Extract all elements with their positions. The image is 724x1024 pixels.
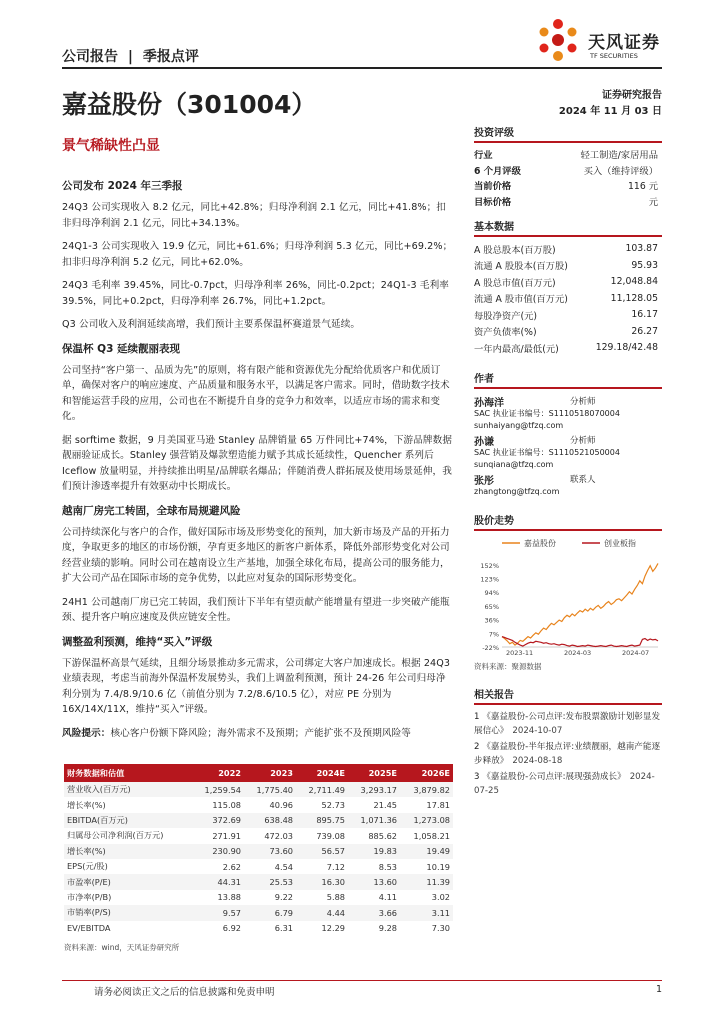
table-cell: 13.88 [217,892,241,903]
basic-value: 129.18/42.48 [595,342,658,354]
category-label: 公司报告 [62,49,118,65]
price-chart [474,535,662,655]
table-header-cell: 2024E [296,764,348,782]
table-cell: 4.54 [274,861,293,872]
table-cell: 739.08 [316,830,345,841]
section-title-cup: 保温杯 Q3 延续靓丽表现 [62,342,181,355]
table-cell: 9.57 [192,905,244,920]
table-cell: 73.60 [244,844,296,859]
y-tick-label: 94% [484,588,499,597]
footer-rule [62,980,662,981]
table-cell: 6.92 [222,923,241,934]
author-block [474,370,662,500]
author-email[interactable]: zhangtong@tfzq.com [474,486,560,496]
author-entry [474,434,662,471]
basic-key: 流通 A 股股本(百万股) [474,261,568,273]
brand-flower-icon [534,16,582,64]
x-tick-label: 2024-07 [622,648,650,655]
basic-key: 资产负债率(%) [474,327,537,339]
rating-value: 116 元 [628,181,658,193]
author-entry [474,395,662,432]
table-cell: 19.83 [348,844,400,859]
basic-rule [474,235,662,237]
author-title: 作者 [474,374,494,385]
related-report-date: 2024-07-25 [474,771,655,796]
risk-paragraph [62,726,454,742]
table-cell: 4.11 [378,892,397,903]
paragraph: 24Q3 公司实现收入 8.2 亿元，同比+42.8%；归母净利润 2.1 亿元，同比+41.8%；扣非归母净利润 2.1 亿元，同比+34.13%。 [62,202,447,229]
basic-key: A 股总股本(百万股) [474,244,556,256]
related-report[interactable] [474,770,662,799]
table-cell: 638.48 [244,813,296,828]
table-header-cell: 2025E [348,764,400,782]
table-cell: 44.31 [192,874,244,889]
table-cell: 7.30 [431,923,450,934]
stock-code: （301004） [162,90,317,119]
table-cell: 3.11 [400,905,453,920]
basic-value: 11,128.05 [610,292,658,304]
rating-key: 6 个月评级 [474,165,521,177]
table-cell: 增长率(%) [64,844,192,859]
table-cell: 10.19 [426,861,450,872]
author-cert: SAC 执业证书编号：S1110518070004 [474,408,620,418]
related-report[interactable] [474,710,662,739]
report-type: 证券研究报告 [602,90,662,101]
table-cell: 2,711.49 [296,782,348,797]
rating-value: 买入（维持评级） [583,165,658,177]
rating-row [474,178,662,194]
paragraph: 24Q1-3 公司实现收入 19.9 亿元，同比+61.6%；归母净利润 5.3 亿元，同比+69.2%；扣非归母净利润 5.2 亿元，同比+62.0%。 [62,241,453,268]
table-cell: 3,293.17 [348,782,400,797]
table-header-row [64,764,453,782]
table-cell: 13.60 [348,874,400,889]
basic-row [474,340,662,357]
author-name: 孙谦 [474,436,494,448]
header-rule [62,67,662,69]
table-cell: 营业收入(百万元) [64,782,192,797]
author-line [474,434,662,447]
brand-name-en: TF SECURITIES [590,52,638,60]
related-report-date: 2024-10-07 [512,726,563,736]
table-row [64,859,453,874]
table-cell: 归属母公司净利润(百万元) [67,830,164,841]
company-name: 嘉益股份 [62,90,163,119]
author-line [474,473,662,486]
y-tick-label: 7% [488,629,499,638]
related-report-title[interactable]: 3 《嘉益股份-公司点评:展现强劲成长》 [474,771,626,782]
rating-rule [474,141,662,143]
table-cell: 市盈率(P/E) [64,874,192,889]
table-row [64,828,453,843]
basic-row [474,241,662,258]
table-row [64,921,453,936]
table-cell: 885.62 [368,830,397,841]
y-tick-label: 36% [484,616,499,625]
table-row [64,890,453,905]
author-role: 分析师 [570,436,596,446]
paragraph: 据 sorftime 数据，9 月美国亚马逊 Stanley 品牌销量 65 万件同比+74%，下游品牌数据靓丽验证成长。Stanley 强营销及爆款塑造能力赋予其成长延续性，Quencher 系列后 Iceflow 放量明显，并持续推出明星/品牌联名爆品；伴随消费人群拓展及使用场景延伸，我们预计渗透率提升有效驱动中长期成长。 [62,434,453,492]
table-cell: 230.90 [192,844,244,859]
financial-table [64,764,453,953]
table-row [64,782,453,797]
table-cell: EPS(元/股) [67,861,108,872]
legend-label-stock: 嘉益股份 [524,538,556,548]
basic-value: 16.17 [631,309,658,321]
author-rule [474,387,662,389]
paragraph: 下游保温杯高景气延续，且细分场景推动多元需求，公司绑定大客户加速成长。根据 24Q3 业绩表现，考虑当前海外保温杯发展势头，我们上调盈利预测，预计 24-26 年公司归母净利分别为 7.4/8.9/10.6 亿（前值分别为 7.2/8.6/10.5 亿），对应 PE 分别为 16X/14X/11X，维持“买入”评级。 [62,657,451,715]
footer-disclaimer: 请务必阅读正文之后的信息披露和免责申明 [94,987,275,998]
rating-value: 元 [648,196,658,208]
related-block [474,686,662,800]
table-cell: 6.79 [244,905,296,920]
table-cell: 19.49 [400,844,453,859]
author-email[interactable]: sunhaiyang@tfzq.com [474,420,564,430]
table-cell: 1,273.08 [400,813,453,828]
brand-logo [534,16,664,64]
table-cell: 1,259.54 [192,782,244,797]
table-cell: 市净率(P/B) [67,891,112,902]
table-cell: 3,879.82 [400,782,453,797]
basic-data-block [474,218,662,356]
related-report-date: 2024-08-18 [512,756,563,766]
brand-name: 天风证券 [588,33,660,53]
table-cell: 7.12 [326,861,345,872]
basic-row [474,257,662,274]
table-cell: 25.53 [244,874,296,889]
y-tick-label: 65% [484,602,499,611]
related-report[interactable] [474,740,662,769]
rating-key: 目标价格 [474,196,512,208]
table-row [64,905,453,920]
table-row [64,813,453,828]
basic-value: 95.93 [631,259,658,271]
table-cell: 5.88 [326,892,345,903]
table-cell: 1,775.40 [244,782,296,797]
author-line [474,395,662,408]
rating-row [474,162,662,178]
rating-key: 当前价格 [474,181,512,193]
basic-key: A 股总市值(百万元) [474,277,556,289]
risk-text: 核心客户份额下降风险；海外需求不及预期；产能扩张不及预期风险等 [110,727,411,739]
legend-label-index: 创业板指 [604,538,636,548]
table-cell: 6.31 [274,923,293,934]
author-cert: SAC 执业证书编号：S1110521050004 [474,447,620,457]
series-line-index [502,636,658,646]
rating-row [474,147,662,163]
table-cell: 56.57 [296,844,348,859]
rating-block [474,124,662,209]
y-tick-label: 123% [480,574,499,583]
author-role: 联系人 [570,475,596,485]
table-cell: 增长率(%) [67,799,106,810]
paragraph: 公司坚持“客户第一、品质为先”的原则，将有限产能和资源优先分配给优质客户和优质订单，确保对客户的响应速度、产品质量和服务水平，以满足客户需求。同时，借助数字技术和智能运营手段的应用，公司也在不断提升自身的竞争力和效率，以适应市场的需求和变化。 [62,364,450,422]
section-title-forecast: 调整盈利预测，维持“买入”评级 [62,635,213,648]
y-tick-label: -22% [482,643,499,652]
table-cell: 21.45 [373,800,397,811]
author-name: 孙海洋 [474,397,504,409]
related-title: 相关报告 [474,690,514,701]
basic-value: 12,048.84 [610,276,658,288]
paragraph: 24H1 公司越南厂房已完工转固，我们预计下半年有望贡献产能增量有望进一步突破产能瓶颈、提升客户响应速度及供应链安全性。 [62,596,450,623]
basic-value: 26.27 [631,325,658,337]
basic-key: 一年内最高/最低(元) [474,343,559,355]
chart-source: 资料来源：聚源数据 [474,661,542,671]
paragraph: 24Q3 毛利率 39.45%，同比-0.7pct，归母净利率 26%，同比-0.2pct；24Q1-3 毛利率 39.5%，同比+0.2pct，归母净利率 26.7%，同比+1.2pct。 [62,280,449,307]
basic-row [474,274,662,291]
report-date: 2024 年 11 月 03 日 [558,106,662,117]
page-number: 1 [656,984,663,995]
author-email[interactable]: sunqiana@tfzq.com [474,459,554,469]
category-separator: | [127,49,133,65]
table-header-cell: 财务数据和估值 [64,764,192,782]
table-header-cell: 2022 [192,764,244,782]
table-cell: 52.73 [321,800,345,811]
paragraph: Q3 公司收入及利润延续高增，我们预计主要系保温杯赛道景气延续。 [62,319,361,330]
company-title [62,85,316,121]
table-cell: 1,058.21 [413,830,450,841]
related-report-title[interactable]: 2 《嘉益股份-半年报点评:业绩靓丽，越南产能逐步释放》 [474,741,661,766]
price-chart-block [474,512,662,672]
paragraph: 公司持续深化与客户的合作，做好国际市场及形势变化的预判，加大新市场及产品的开拓力度，争取更多的地区的市场份额，孕育更多地区的新客户新体系，降低外部形势变化对公司经营业绩的影响。同时公司在越南设立生产基地，加强全球化布局，提高公司的服务能力，扩大公司产品在国际市场的竞争优势，以此应对复杂的国际形势变化。 [62,526,450,584]
rating-value: 轻工制造/家居用品 [580,150,658,162]
related-rule [474,703,662,705]
table-cell: EBITDA(百万元) [64,813,192,828]
table-cell: 12.29 [321,923,345,934]
basic-row [474,290,662,307]
main-body [62,178,454,741]
author-role: 分析师 [570,397,596,407]
table-cell: 9.22 [274,892,293,903]
basic-value: 103.87 [625,243,658,255]
sub-category-label: 季报点评 [142,49,199,65]
table-row [64,797,453,812]
rating-key: 行业 [474,150,493,162]
table-cell: 3.66 [348,905,400,920]
table-row [64,844,453,859]
series-line-stock [502,563,658,645]
table-cell: 2.62 [222,861,241,872]
table-header-cell: 2026E [400,764,453,782]
basic-row [474,307,662,324]
table-cell: 市销率(P/S) [64,905,192,920]
headline: 景气稀缺性凸显 [62,138,160,154]
author-name: 张彤 [474,475,494,487]
table-cell: 17.81 [426,800,450,811]
basic-row [474,323,662,340]
price-chart-title: 股价走势 [474,516,514,527]
table-cell: 372.69 [192,813,244,828]
table-row [64,874,453,889]
table-cell: 16.30 [296,874,348,889]
table-cell: 895.75 [296,813,348,828]
x-tick-label: 2024-03 [564,648,592,655]
basic-key: 流通 A 股市值(百万元) [474,294,568,306]
report-category [62,46,199,66]
table-header-cell: 2023 [244,764,296,782]
basic-key: 每股净资产(元) [474,310,538,322]
table-cell: 472.03 [264,830,293,841]
table-cell: 9.28 [378,923,397,934]
author-entry [474,473,662,498]
y-tick-label: 152% [480,561,499,570]
x-tick-label: 2023-11 [506,648,534,655]
table-cell: 4.44 [296,905,348,920]
table-cell: 8.53 [378,861,397,872]
section-title-q3: 公司发布 2024 年三季报 [62,180,183,192]
rating-row [474,193,662,209]
table-cell: 40.96 [269,800,293,811]
risk-label: 风险提示： [62,727,111,739]
table-cell: EV/EBITDA [67,923,111,934]
basic-title: 基本数据 [474,222,514,233]
table-cell: 271.91 [212,830,241,841]
table-cell: 3.02 [431,892,450,903]
table-cell: 11.39 [400,874,453,889]
table-cell: 1,071.36 [348,813,400,828]
section-title-vietnam: 越南厂房完工转固，全球布局规避风险 [62,504,241,517]
table-source: 资料来源：wind，天风证券研究所 [64,942,180,952]
related-report-title[interactable]: 1 《嘉益股份-公司点评:发布股票激励计划彰显发展信心》 [474,711,661,736]
price-chart-rule [474,529,662,531]
rating-title: 投资评级 [474,128,514,139]
table-cell: 115.08 [212,800,241,811]
